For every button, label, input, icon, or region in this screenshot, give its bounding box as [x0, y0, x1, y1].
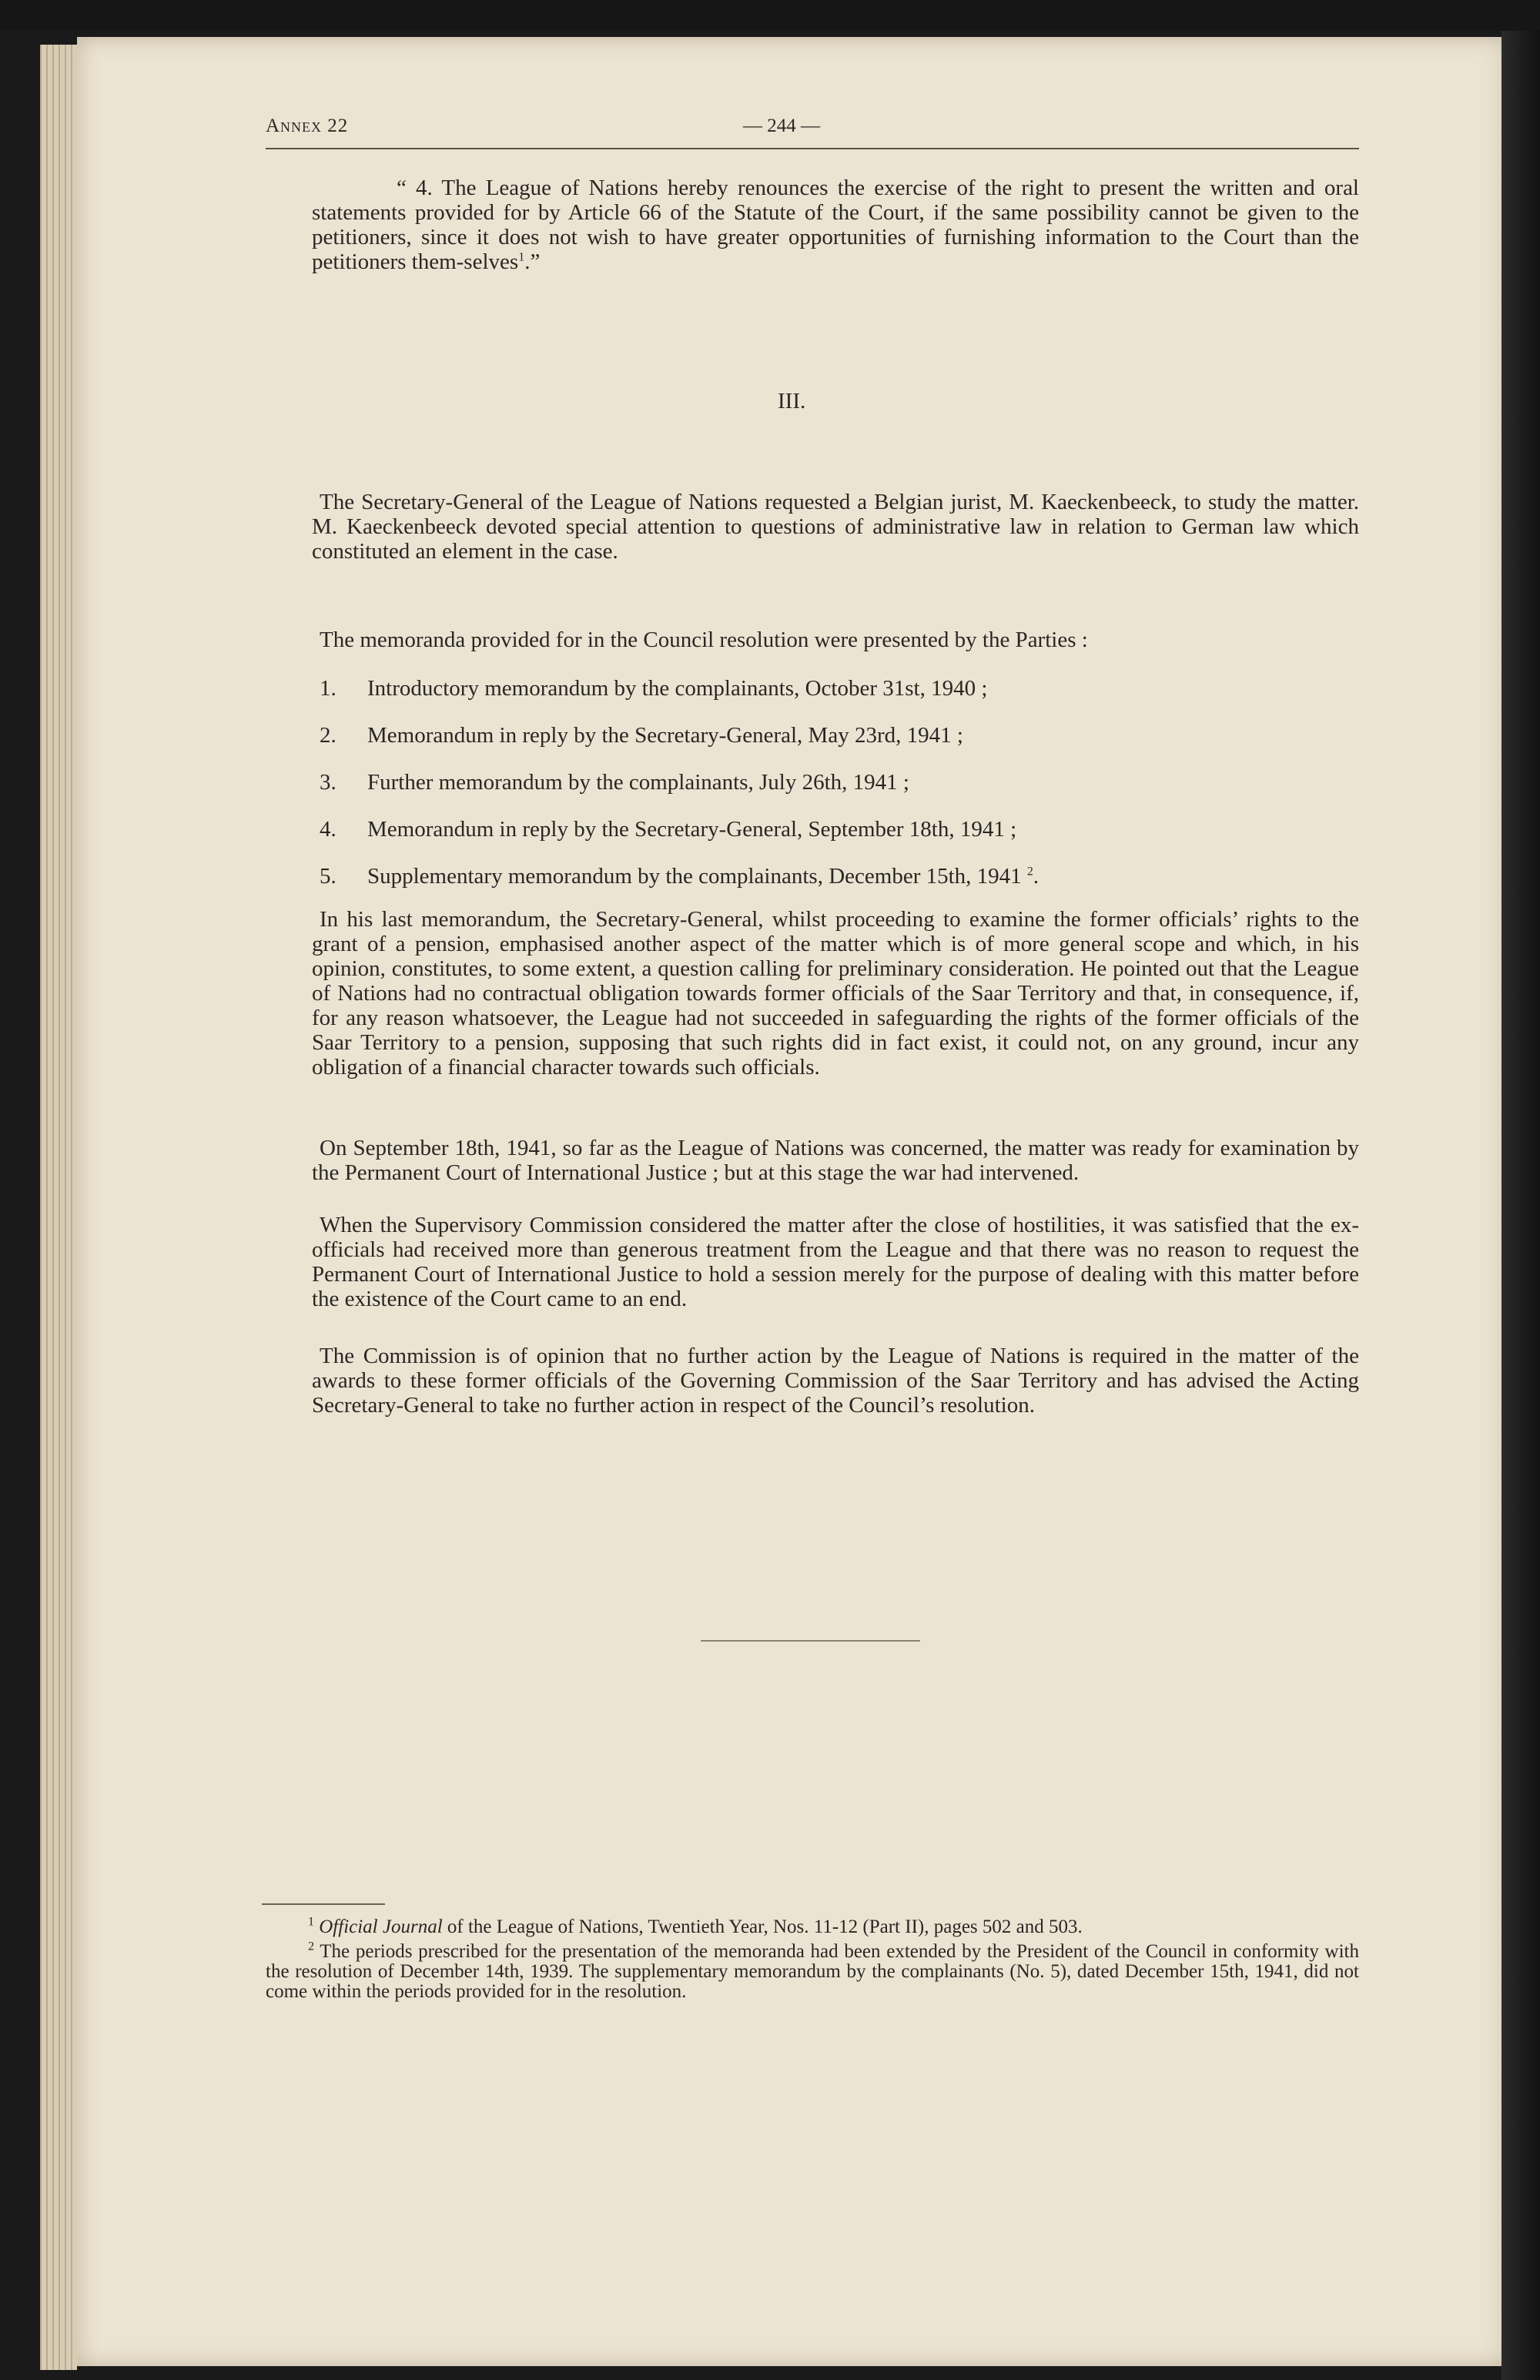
running-header — [266, 115, 1359, 146]
list-item-number: 2. — [320, 723, 336, 748]
footnote-ref-2: 2 — [1026, 865, 1033, 879]
footnote-1-title: Official Journal — [319, 1916, 443, 1937]
paragraph-last-memorandum: In his last memorandum, the Secretary-General, whilst proceeding to examine the former officials’ rights to the grant of a pension, emphasised another aspect of the matter which is of more general scope and which, in his opinion, constitutes, to some extent, a question calling for preliminary consideration. He pointed out that the League of Nations had no contractual obligation towards former officials of the Saar Territory and that, in consequence, if, for any reason whatsoever, the League had not succeeded in safeguarding the rights of the former officials of the Saar Territory to a pension, supposing that such rights did in fact exist, it could not, on any ground, incur any obligation of a financial character towards such officials. — [312, 907, 1359, 1080]
paragraph-memoranda-intro: The memoranda provided for in the Council resolution were presented by the Parties : — [320, 628, 1088, 652]
list-item-number: 4. — [320, 817, 336, 842]
section-heading: III. — [778, 389, 806, 413]
list-item-end: . — [1033, 864, 1040, 889]
footnote-2 — [266, 1942, 1359, 2002]
list-item — [320, 817, 1359, 842]
list-item-text: Supplementary memorandum by the complainants, December 15th, 1941 — [367, 864, 1022, 889]
list-item — [320, 723, 1359, 748]
list-item-text: Further memorandum by the complainants, July 26th, 1941 ; — [367, 770, 909, 795]
book-binding — [1502, 31, 1540, 2380]
list-item-number: 3. — [320, 770, 336, 795]
section-divider — [701, 1640, 920, 1642]
footnote-1-text: of the League of Nations, Twentieth Year, Nos. 11-12 (Part II), pages 502 and 503. — [447, 1916, 1083, 1937]
paragraph-article-4-end: .” — [524, 249, 541, 274]
list-item — [320, 676, 1359, 701]
page — [77, 37, 1517, 2366]
footnote-1 — [266, 1917, 1359, 1937]
paragraph-article-4-text: “ 4. The League of Nations hereby renounces the exercise of the right to present the written and oral statements provided for by Article 66 of the Statute of the Court, if the same possibility cannot be given to the petitioners, since it does not wish to have greater opportunities of furnishing information to the Court than the petitioners them-selves — [312, 176, 1359, 274]
list-item — [320, 770, 1359, 795]
list-item-text: Introductory memorandum by the complainants, October 31st, 1940 ; — [367, 676, 988, 701]
list-item-text: Memorandum in reply by the Secretary-General, September 18th, 1941 ; — [367, 817, 1017, 842]
paragraph-supervisory: When the Supervisory Commission considered the matter after the close of hostilities, it was satisfied that the ex-officials had received more than generous treatment from the League and that there was no reason to request the Permanent Court of International Justice to hold a session merely for the purpose of dealing with this matter before the existence of the Court came to an end. — [312, 1213, 1359, 1311]
page-number: — 244 — — [743, 115, 820, 136]
annex-label: Annex 22 — [266, 115, 349, 136]
footnote-2-mark: 2 — [308, 1940, 314, 1953]
header-rule — [266, 148, 1359, 149]
paragraph-secretary-general: The Secretary-General of the League of Nations requested a Belgian jurist, M. Kaeckenbeeck, to study the matter. M. Kaeckenbeeck devoted special attention to questions of administrative law in relation to German law which constituted an element in the case. — [312, 490, 1359, 564]
footnote-1-mark: 1 — [308, 1915, 314, 1929]
footnote-2-text: The periods prescribed for the presentation of the memoranda had been extended by the President of the Council in conformity with the resolution of December 14th, 1939. The supplementary memorandum by the complainants (No. 5), dated December 15th, 1941, did not come within the periods provided for in the resolution. — [266, 1941, 1359, 2002]
scan-background — [0, 0, 1540, 31]
paragraph-september: On September 18th, 1941, so far as the League of Nations was concerned, the matter was ready for examination by the Permanent Court of International Justice ; but at this stage the war had intervened. — [312, 1136, 1359, 1185]
list-item-text: Memorandum in reply by the Secretary-General, May 23rd, 1941 ; — [367, 723, 963, 748]
list-item-number: 5. — [320, 864, 336, 889]
footnote-rule — [262, 1903, 385, 1905]
footnote-ref-1: 1 — [518, 250, 525, 264]
paragraph-article-4 — [312, 176, 1359, 274]
list-item-number: 1. — [320, 676, 336, 701]
list-item — [320, 864, 1359, 889]
paragraph-commission: The Commission is of opinion that no further action by the League of Nations is required in the matter of the awards to these former officials of the Governing Commission of the Saar Territory and has advised the Acting Secretary-General to take no further action in respect of the Council’s resolution. — [312, 1344, 1359, 1418]
